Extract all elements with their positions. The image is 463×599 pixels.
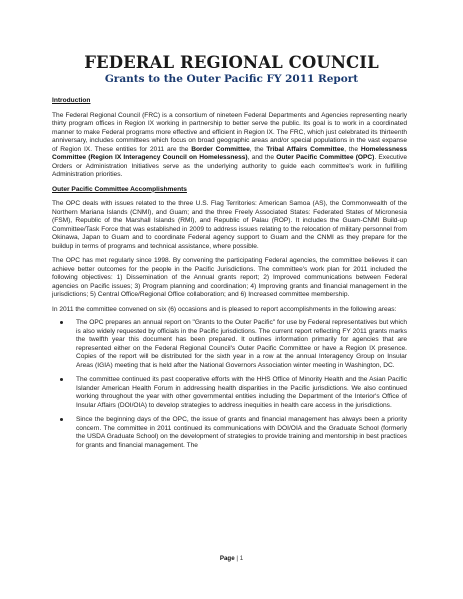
opc-committee-name: Outer Pacific Committee (OPC): [276, 154, 375, 161]
page-footer: [0, 555, 463, 562]
opc-paragraph-3: In 2011 the committee convened on six (6) occasions and is pleased to report accomplishments in the following areas:: [52, 305, 397, 313]
page-number: 1: [239, 555, 244, 562]
list-item: Since the beginning days of the OPC, the issue of grants and financial management has always been a priority concern. The committee in 2011 continued its communications with DOI/OIA and the Graduate School (formerly the USDA Graduate School) on the development of strategies to provide training and mentorship in best practices for grants and financial management. The: [76, 416, 407, 449]
document-subtitle: Grants to the Outer Pacific FY 2011 Report: [104, 73, 359, 85]
section-heading-introduction: Introduction: [52, 97, 91, 104]
page-label: Page: [219, 555, 235, 562]
intro-separator: , the: [344, 145, 361, 153]
intro-paragraph: [52, 112, 407, 180]
tribal-committee-name: Tribal Affairs Committee: [266, 145, 345, 153]
intro-text: The Federal Regional Council (FRC) is a consortium of nineteen Federal Departments and Agencies representing nearly thirty program offices in Region IX working in partnership to better serve the public. Its goal is to work in a coordinated manner to make Federal programs more effective and efficient in Region IX. The FRC, which just celebrated its thirteenth anniversary, includes committees which focus on broad geographic areas and/or special populations in the vast expanse of Region IX. These entities for 2011 are the: [52, 111, 407, 153]
opc-paragraph-2: The OPC has met regularly since 1998. By convening the participating Federal agencies, the committee believes it can achieve better outcomes for the people in the Pacific Jurisdictions. The committee's work plan for 2011 included the following objectives: 1) Dissemination of the Annual grants report; 2) Improved communications between Federal agencies on Pacific issues; 3) Program planning and coordination; 4) Improving grants and financial management in the jurisdictions; 5) Central Office/Regional Office collaboration; and 6) Increased committee membership.: [52, 257, 407, 298]
intro-separator: , the: [249, 145, 267, 153]
intro-separator: , and the: [247, 154, 277, 161]
opc-paragraph-1: The OPC deals with issues related to the three U.S. Flag Territories: American Samoa (AS), the Commonwealth of the Northern Mariana Islands (CNMI), and Guam; and the three Freely Associated States: Federated States of Micronesia (FSM), Republic of the Marshall Islands (RMI), and Republic of Palau (ROP). It includes the Guam-CNMI Build-up Committee/Task Force that was established in 2009 to address issues relating to the relocation of military personnel from Okinawa, Japan to Guam and to coordinate Federal agency support to Guam and the CNMI as they prepare for the buildup in terms of programs and technical assistance, where possible.: [52, 200, 407, 250]
document-title: FEDERAL REGIONAL COUNCIL: [84, 53, 379, 72]
homelessness-committee-name: Homelessness Committee (Region IX Interagency Council on Homelessness): [52, 145, 407, 161]
accomplishments-list: [52, 319, 407, 450]
page-separator: |: [234, 555, 240, 562]
list-item: The OPC prepares an annual report on "Grants to the Outer Pacific" for use by Federal representatives but which is also widely requested by officials in the Pacific jurisdictions. The current report reflecting FY 2011 grants marks the twelfth year this document has been prepared. It outlines information primarily for agencies that are represented either on the Federal Regional Council's Outer Pacific Committee or have a Region IX presence. Copies of the report will be distributed for the sixth year in a row at the annual Interagency Group on Insular Areas (IGIA) meeting that is held after the National Governors Association winter meeting in Washington, DC.: [76, 319, 407, 369]
border-committee-name: Border Committee: [191, 145, 250, 153]
section-heading-opc: Outer Pacific Committee Accomplishments: [52, 185, 187, 193]
intro-text-end: . Executive Orders or Administration Initiatives serve as the underlying authority to guide each committee's work in fulfilling Administration priorities.: [52, 154, 407, 178]
document-body: [52, 97, 407, 456]
list-item: The committee continued its past cooperative efforts with the HHS Office of Minority Health and the Asian Pacific Islander American Health Forum in addressing health disparities in the Pacific jurisdictions. We also continued working throughout the year with other governmental entities including the Department of the Interior's Office of Insular Affairs (DOI/OIA) to develop strategies to address inequities in health care access in the jurisdictions.: [76, 376, 407, 409]
